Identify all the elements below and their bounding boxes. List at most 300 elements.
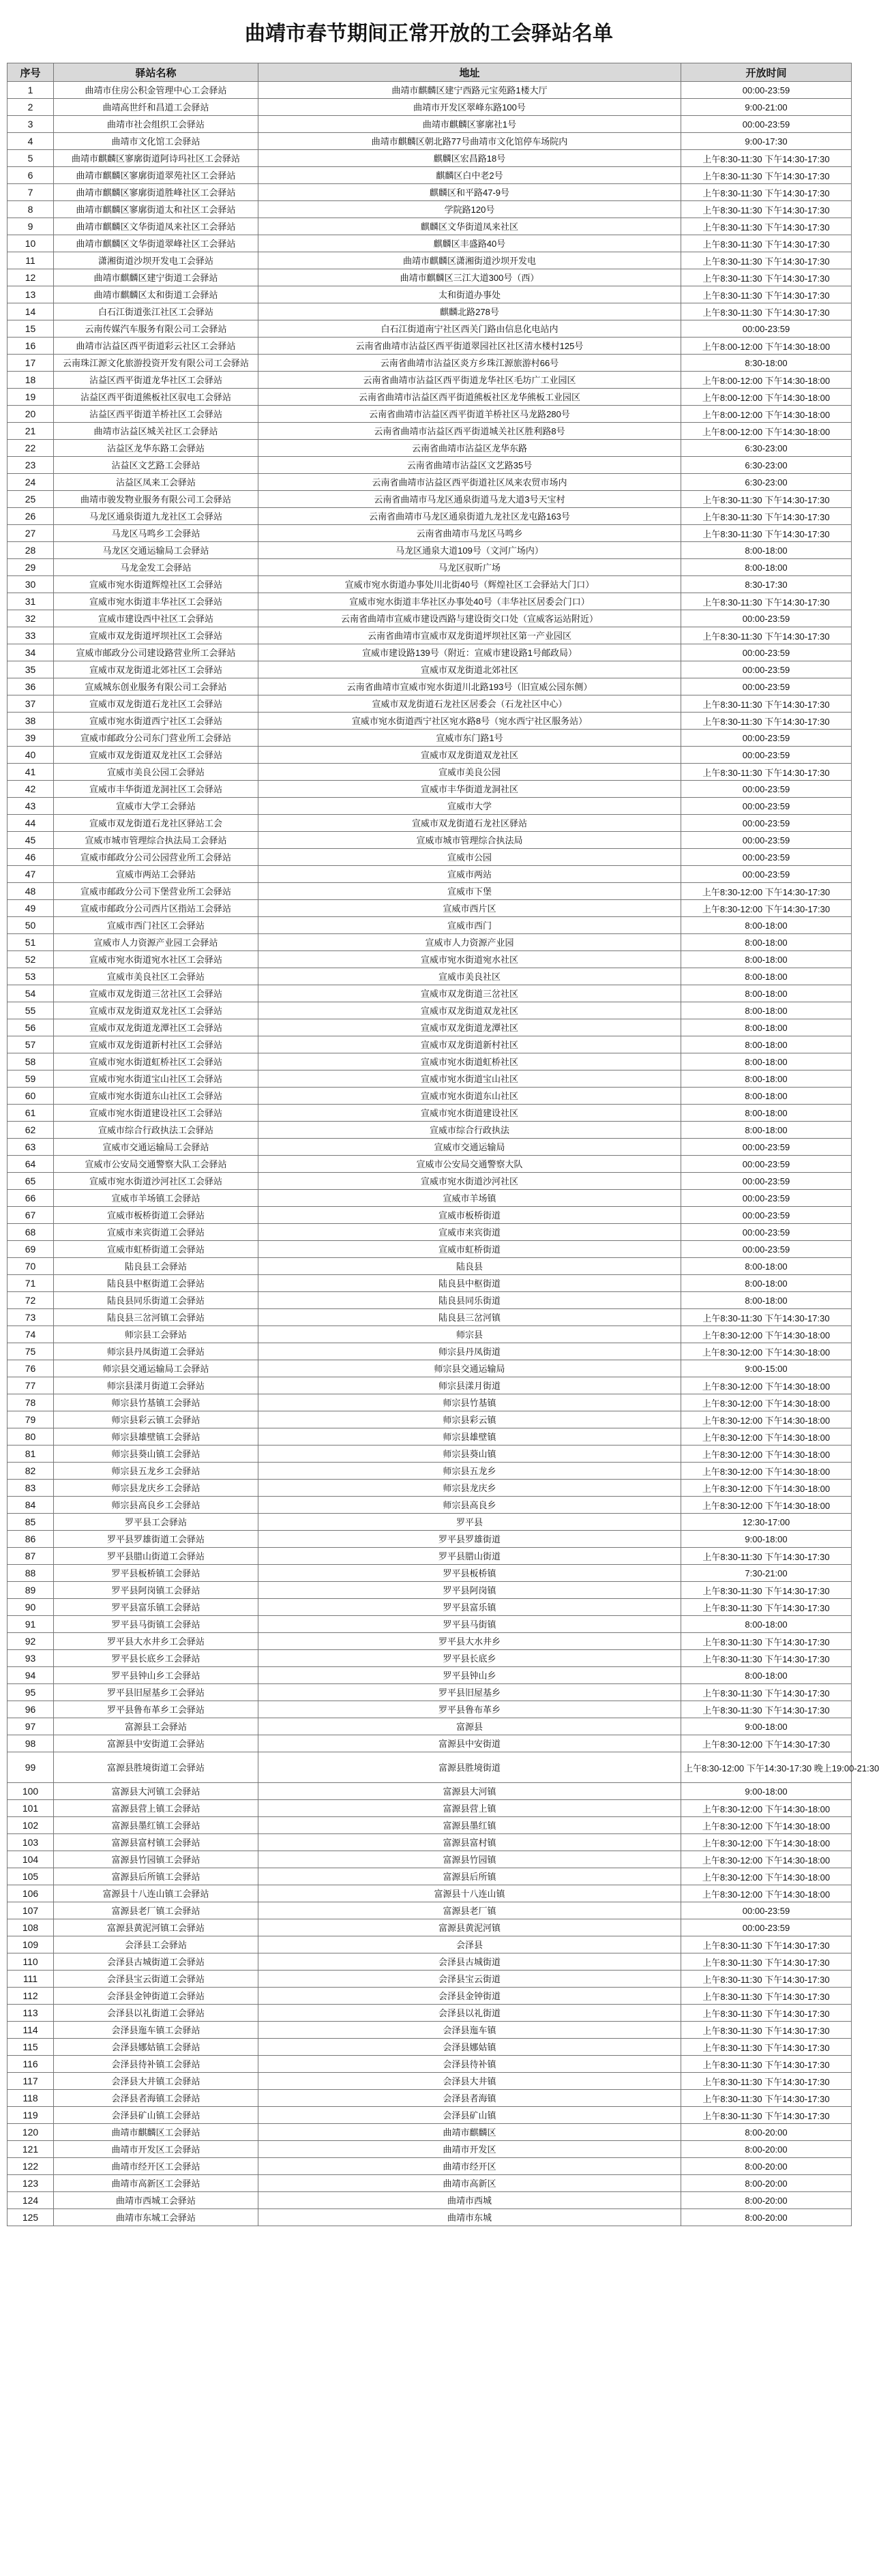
cell-hours: 00:00-23:59: [681, 798, 852, 815]
cell-name: 师宗县丹凤街道工会驿站: [54, 1343, 258, 1360]
table-row: [8, 1633, 852, 1650]
cell-index: 16: [8, 338, 54, 355]
cell-index: 12: [8, 269, 54, 286]
cell-index: 67: [8, 1207, 54, 1224]
cell-hours: 00:00-23:59: [681, 1139, 852, 1156]
cell-index: 4: [8, 133, 54, 150]
table-row: [8, 883, 852, 900]
cell-name: 曲靖市骏发物业服务有限公司工会驿站: [54, 491, 258, 508]
cell-index: 29: [8, 559, 54, 576]
cell-address: 云南省曲靖市沾益区西平街道羊桥社区马龙路280号: [258, 406, 681, 423]
cell-index: 34: [8, 644, 54, 661]
cell-hours: 上午8:30-11:30 下午14:30-17:30: [681, 1633, 852, 1650]
cell-address: 罗平县罗雄街道: [258, 1531, 681, 1548]
cell-index: 51: [8, 934, 54, 951]
cell-address: 曲靖市麒麟区朝北路77号曲靖市文化馆停车场院内: [258, 133, 681, 150]
cell-hours: 00:00-23:59: [681, 781, 852, 798]
cell-index: 113: [8, 2005, 54, 2022]
cell-index: 42: [8, 781, 54, 798]
header-hours: 开放时间: [681, 63, 852, 82]
cell-address: 宣威市宛水街道宛水社区: [258, 951, 681, 968]
cell-hours: 上午8:00-12:00 下午14:30-18:00: [681, 406, 852, 423]
cell-index: 108: [8, 1919, 54, 1936]
cell-index: 95: [8, 1684, 54, 1701]
cell-index: 30: [8, 576, 54, 593]
cell-name: 罗平县富乐镇工会驿站: [54, 1599, 258, 1616]
cell-name: 宣威市宛水街道虹桥社区工会驿站: [54, 1053, 258, 1070]
cell-address: 富源县墨红镇: [258, 1817, 681, 1834]
cell-index: 8: [8, 201, 54, 218]
cell-hours: 上午8:30-11:30 下午14:30-17:30: [681, 713, 852, 730]
cell-address: 富源县后所镇: [258, 1868, 681, 1885]
cell-hours: 上午8:30-12:00 下午14:30-17:30: [681, 900, 852, 917]
cell-address: 罗平县旧屋基乡: [258, 1684, 681, 1701]
table-row: [8, 303, 852, 320]
cell-index: 110: [8, 1953, 54, 1971]
cell-address: 会泽县大井镇: [258, 2073, 681, 2090]
cell-hours: 8:00-18:00: [681, 1122, 852, 1139]
cell-hours: 上午8:30-11:30 下午14:30-17:30: [681, 491, 852, 508]
cell-name: 陆良县同乐街道工会驿站: [54, 1292, 258, 1309]
cell-name: 曲靖市麒麟区文华街道翠峰社区工会驿站: [54, 235, 258, 252]
cell-address: 师宗县五龙乡: [258, 1463, 681, 1480]
cell-name: 宣威市宛水街道宝山社区工会驿站: [54, 1070, 258, 1088]
cell-index: 14: [8, 303, 54, 320]
cell-address: 富源县富村镇: [258, 1834, 681, 1851]
cell-index: 102: [8, 1817, 54, 1834]
table-row: [8, 1173, 852, 1190]
cell-hours: 上午8:30-11:30 下午14:30-17:30: [681, 235, 852, 252]
cell-index: 31: [8, 593, 54, 610]
cell-address: 麒麟区和平路47-9号: [258, 184, 681, 201]
cell-index: 83: [8, 1480, 54, 1497]
cell-hours: 8:00-20:00: [681, 2209, 852, 2226]
cell-name: 宣威城东创业服务有限公司工会驿站: [54, 678, 258, 695]
cell-address: 云南省曲靖市沾益区炎方乡珠江源旅游村66号: [258, 355, 681, 372]
cell-hours: 上午8:30-11:30 下午14:30-17:30: [681, 269, 852, 286]
cell-address: 云南省曲靖市沾益区西平街道翠园社区社区清水楼村125号: [258, 338, 681, 355]
cell-index: 35: [8, 661, 54, 678]
cell-hours: 9:00-18:00: [681, 1531, 852, 1548]
cell-address: 会泽县待补镇: [258, 2056, 681, 2073]
cell-hours: 上午8:30-11:30 下午14:30-17:30: [681, 218, 852, 235]
stations-table: [7, 63, 879, 2226]
cell-address: 宣威市公安局交通警察大队: [258, 1156, 681, 1173]
table-row: [8, 1224, 852, 1241]
cell-name: 曲靖市住房公积金管理中心工会驿站: [54, 82, 258, 99]
cell-hours: 上午8:30-11:30 下午14:30-17:30: [681, 508, 852, 525]
cell-address: 宣威市西片区: [258, 900, 681, 917]
cell-name: 宣威市双龙街道石龙社区工会驿站: [54, 695, 258, 713]
cell-index: 41: [8, 764, 54, 781]
cell-address: 马龙区通泉大道109号（文河广场内）: [258, 542, 681, 559]
cell-name: 宣威市双龙街道双龙社区工会驿站: [54, 747, 258, 764]
cell-address: 罗平县: [258, 1514, 681, 1531]
cell-name: 云南传媒汽车服务有限公司工会驿站: [54, 320, 258, 338]
cell-address: 陆良县同乐街道: [258, 1292, 681, 1309]
table-row: [8, 440, 852, 457]
cell-name: 宣威市板桥街道工会驿站: [54, 1207, 258, 1224]
cell-index: 6: [8, 167, 54, 184]
cell-index: 120: [8, 2124, 54, 2141]
cell-name: 富源县后所镇工会驿站: [54, 1868, 258, 1885]
table-row: [8, 457, 852, 474]
cell-hours: 6:30-23:00: [681, 457, 852, 474]
cell-address: 宣威市宛水街道宝山社区: [258, 1070, 681, 1088]
cell-address: 宣威市宛水街道虹桥社区: [258, 1053, 681, 1070]
cell-name: 富源县竹园镇工会驿站: [54, 1851, 258, 1868]
cell-index: 103: [8, 1834, 54, 1851]
table-row: [8, 2124, 852, 2141]
cell-index: 112: [8, 1988, 54, 2005]
cell-hours: 9:00-18:00: [681, 1783, 852, 1800]
cell-index: 17: [8, 355, 54, 372]
cell-address: 宣威市双龙街道北郊社区: [258, 661, 681, 678]
cell-hours: 00:00-23:59: [681, 866, 852, 883]
cell-address: 宣威市公园: [258, 849, 681, 866]
cell-hours: 上午8:30-12:00 下午14:30-17:30: [681, 1735, 852, 1752]
cell-name: 白石江街道张江社区工会驿站: [54, 303, 258, 320]
table-row: [8, 1463, 852, 1480]
cell-hours: 上午8:30-12:00 下午14:30-18:00: [681, 1868, 852, 1885]
table-row: [8, 133, 852, 150]
table-row: [8, 1718, 852, 1735]
cell-hours: 8:00-18:00: [681, 542, 852, 559]
cell-index: 1: [8, 82, 54, 99]
cell-address: 宣威市美良社区: [258, 968, 681, 985]
cell-index: 100: [8, 1783, 54, 1800]
cell-index: 65: [8, 1173, 54, 1190]
table-row: [8, 2158, 852, 2175]
cell-hours: 上午8:30-12:00 下午14:30-18:00: [681, 1817, 852, 1834]
cell-name: 沾益区西平街道龙华社区工会驿站: [54, 372, 258, 389]
cell-hours: 8:00-20:00: [681, 2158, 852, 2175]
cell-hours: 上午8:30-11:30 下午14:30-17:30: [681, 2005, 852, 2022]
table-row: [8, 1190, 852, 1207]
table-row: [8, 985, 852, 1002]
table-row: [8, 1088, 852, 1105]
cell-hours: 上午8:30-11:30 下午14:30-17:30: [681, 150, 852, 167]
table-row: [8, 116, 852, 133]
cell-hours: 上午8:00-12:00 下午14:30-18:00: [681, 389, 852, 406]
cell-index: 79: [8, 1411, 54, 1428]
table-row: [8, 1565, 852, 1582]
cell-name: 罗平县旧屋基乡工会驿站: [54, 1684, 258, 1701]
cell-address: 陆良县中枢街道: [258, 1275, 681, 1292]
table-row: [8, 150, 852, 167]
cell-name: 宣威市双龙街道双龙社区工会驿站: [54, 1002, 258, 1019]
table-row: [8, 355, 852, 372]
table-row: [8, 1988, 852, 2005]
cell-address: 富源县: [258, 1718, 681, 1735]
cell-index: 64: [8, 1156, 54, 1173]
cell-hours: 00:00-23:59: [681, 849, 852, 866]
cell-hours: 8:00-18:00: [681, 1292, 852, 1309]
cell-index: 11: [8, 252, 54, 269]
cell-index: 39: [8, 730, 54, 747]
cell-address: 曲靖市麒麟区建宁西路元宝苑路1楼大厅: [258, 82, 681, 99]
table-row: [8, 1919, 852, 1936]
page-title: 曲靖市春节期间正常开放的工会驿站名单: [245, 23, 613, 45]
cell-name: 沾益区西平街道羊桥社区工会驿站: [54, 406, 258, 423]
cell-index: 80: [8, 1428, 54, 1446]
cell-address: 会泽县者海镇: [258, 2090, 681, 2107]
table-row: [8, 2175, 852, 2192]
table-row: [8, 338, 852, 355]
table-row: [8, 1326, 852, 1343]
cell-hours: 00:00-23:59: [681, 678, 852, 695]
cell-hours: 8:00-18:00: [681, 1088, 852, 1105]
table-row: [8, 1514, 852, 1531]
cell-name: 宣威市综合行政执法工会驿站: [54, 1122, 258, 1139]
cell-address: 罗平县板桥镇: [258, 1565, 681, 1582]
cell-index: 98: [8, 1735, 54, 1752]
cell-name: 宣威市交通运输局工会驿站: [54, 1139, 258, 1156]
cell-index: 115: [8, 2039, 54, 2056]
cell-index: 10: [8, 235, 54, 252]
cell-address: 宣威市双龙街道龙潭社区: [258, 1019, 681, 1036]
cell-name: 宣威市美良公园工会驿站: [54, 764, 258, 781]
cell-hours: 00:00-23:59: [681, 82, 852, 99]
cell-hours: 00:00-23:59: [681, 320, 852, 338]
cell-hours: 上午8:30-12:00 下午14:30-18:00: [681, 1394, 852, 1411]
cell-index: 19: [8, 389, 54, 406]
cell-address: 富源县老厂镇: [258, 1902, 681, 1919]
table-row: [8, 406, 852, 423]
cell-address: 宣威市人力资源产业园: [258, 934, 681, 951]
cell-hours: 00:00-23:59: [681, 116, 852, 133]
cell-address: 宣威市双龙街道双龙社区: [258, 1002, 681, 1019]
cell-name: 会泽县娜姑镇工会驿站: [54, 2039, 258, 2056]
cell-address: 曲靖市西城: [258, 2192, 681, 2209]
cell-index: 76: [8, 1360, 54, 1377]
cell-name: 宣威市来宾街道工会驿站: [54, 1224, 258, 1241]
cell-index: 33: [8, 627, 54, 644]
table-row: [8, 525, 852, 542]
table-row: [8, 832, 852, 849]
cell-address: 云南省曲靖市沾益区龙华东路: [258, 440, 681, 457]
table-row: [8, 1783, 852, 1800]
cell-name: 陆良县三岔河镇工会驿站: [54, 1309, 258, 1326]
cell-hours: 上午8:30-11:30 下午14:30-17:30: [681, 593, 852, 610]
cell-name: 曲靖市沾益区城关社区工会驿站: [54, 423, 258, 440]
cell-name: 富源县老厂镇工会驿站: [54, 1902, 258, 1919]
cell-hours: 上午8:30-12:00 下午14:30-18:00: [681, 1411, 852, 1428]
cell-address: 会泽县古城街道: [258, 1953, 681, 1971]
cell-name: 师宗县雄壁镇工会驿站: [54, 1428, 258, 1446]
cell-name: 宣威市双龙街道北郊社区工会驿站: [54, 661, 258, 678]
cell-hours: 00:00-23:59: [681, 644, 852, 661]
table-row: [8, 678, 852, 695]
table-row: [8, 1868, 852, 1885]
cell-address: 宣威市综合行政执法: [258, 1122, 681, 1139]
cell-address: 云南省曲靖市宣威市双龙街道坪坝社区第一产业园区: [258, 627, 681, 644]
cell-index: 81: [8, 1446, 54, 1463]
table-row: [8, 542, 852, 559]
cell-name: 富源县营上镇工会驿站: [54, 1800, 258, 1817]
table-row: [8, 559, 852, 576]
cell-name: 会泽县工会驿站: [54, 1936, 258, 1953]
cell-hours: 9:00-21:00: [681, 99, 852, 116]
cell-hours: 8:00-20:00: [681, 2175, 852, 2192]
cell-index: 52: [8, 951, 54, 968]
cell-address: 云南省曲靖市沾益区西平街道社区凤来农贸市场内: [258, 474, 681, 491]
cell-name: 富源县胜境街道工会驿站: [54, 1752, 258, 1783]
cell-index: 48: [8, 883, 54, 900]
cell-hours: 上午8:30-11:30 下午14:30-17:30: [681, 201, 852, 218]
table-row: [8, 372, 852, 389]
cell-index: 70: [8, 1258, 54, 1275]
cell-address: 富源县竹园镇: [258, 1851, 681, 1868]
cell-address: 曲靖市开发区: [258, 2141, 681, 2158]
cell-name: 宣威市羊场镇工会驿站: [54, 1190, 258, 1207]
cell-index: 119: [8, 2107, 54, 2124]
table-header-row: [8, 63, 852, 82]
cell-name: 宣威市虹桥街道工会驿站: [54, 1241, 258, 1258]
cell-hours: 00:00-23:59: [681, 1224, 852, 1241]
cell-name: 陆良县中枢街道工会驿站: [54, 1275, 258, 1292]
cell-address: 会泽县: [258, 1936, 681, 1953]
cell-address: 曲靖市经开区: [258, 2158, 681, 2175]
cell-address: 宣威市双龙街道新村社区: [258, 1036, 681, 1053]
cell-name: 宣威市城市管理综合执法局工会驿站: [54, 832, 258, 849]
table-row: [8, 1394, 852, 1411]
cell-name: 宣威市宛水街道西宁社区工会驿站: [54, 713, 258, 730]
table-row: [8, 167, 852, 184]
table-row: [8, 1953, 852, 1971]
cell-name: 会泽县金钟街道工会驿站: [54, 1988, 258, 2005]
cell-hours: 8:00-18:00: [681, 934, 852, 951]
cell-name: 云南珠江源文化旅游投资开发有限公司工会驿站: [54, 355, 258, 372]
cell-hours: 上午8:30-11:30 下午14:30-17:30: [681, 1650, 852, 1667]
cell-index: 86: [8, 1531, 54, 1548]
cell-name: 宣威市大学工会驿站: [54, 798, 258, 815]
cell-hours: 上午8:30-11:30 下午14:30-17:30: [681, 2073, 852, 2090]
cell-address: 富源县黄泥河镇: [258, 1919, 681, 1936]
cell-address: 宣威市羊场镇: [258, 1190, 681, 1207]
cell-address: 师宗县交通运输局: [258, 1360, 681, 1377]
table-row: [8, 747, 852, 764]
table-row: [8, 1002, 852, 1019]
cell-index: 118: [8, 2090, 54, 2107]
cell-address: 学院路120号: [258, 201, 681, 218]
table-row: [8, 320, 852, 338]
table-row: [8, 218, 852, 235]
table-row: [8, 1548, 852, 1565]
cell-index: 23: [8, 457, 54, 474]
cell-address: 曲靖市麒麟区潇湘街道沙坝开发电: [258, 252, 681, 269]
table-row: [8, 968, 852, 985]
cell-index: 69: [8, 1241, 54, 1258]
table-row: [8, 1851, 852, 1868]
cell-hours: 上午8:30-12:00 下午14:30-18:00: [681, 1800, 852, 1817]
table-row: [8, 934, 852, 951]
cell-index: 73: [8, 1309, 54, 1326]
cell-name: 宣威市丰华街道龙洞社区工会驿站: [54, 781, 258, 798]
cell-address: 师宗县葵山镇: [258, 1446, 681, 1463]
cell-index: 53: [8, 968, 54, 985]
cell-address: 会泽县以礼街道: [258, 2005, 681, 2022]
table-row: [8, 1936, 852, 1953]
cell-address: 师宗县丹凤街道: [258, 1343, 681, 1360]
table-row: [8, 849, 852, 866]
cell-address: 罗平县马街镇: [258, 1616, 681, 1633]
table-row: [8, 2056, 852, 2073]
cell-index: 25: [8, 491, 54, 508]
cell-index: 94: [8, 1667, 54, 1684]
cell-hours: 9:00-15:00: [681, 1360, 852, 1377]
table-row: [8, 695, 852, 713]
cell-hours: 8:00-20:00: [681, 2141, 852, 2158]
cell-address: 宣威市东门路1号: [258, 730, 681, 747]
cell-name: 师宗县竹基镇工会驿站: [54, 1394, 258, 1411]
cell-name: 宣威市双龙街道石龙社区驿站工会: [54, 815, 258, 832]
cell-index: 92: [8, 1633, 54, 1650]
cell-name: 师宗县葵山镇工会驿站: [54, 1446, 258, 1463]
table-row: [8, 82, 852, 99]
cell-hours: 上午8:30-11:30 下午14:30-17:30: [681, 2022, 852, 2039]
cell-hours: 上午8:30-12:00 下午14:30-18:00: [681, 1446, 852, 1463]
cell-hours: 上午8:30-11:30 下午14:30-17:30: [681, 1548, 852, 1565]
cell-index: 89: [8, 1582, 54, 1599]
cell-name: 马龙区马鸣乡工会驿站: [54, 525, 258, 542]
table-row: [8, 1053, 852, 1070]
table-row: [8, 798, 852, 815]
cell-hours: 00:00-23:59: [681, 815, 852, 832]
cell-name: 会泽县大井镇工会驿站: [54, 2073, 258, 2090]
table-row: [8, 1428, 852, 1446]
table-row: [8, 1701, 852, 1718]
cell-address: 麒麟区丰盛路40号: [258, 235, 681, 252]
cell-name: 宣威市宛水街道丰华社区工会驿站: [54, 593, 258, 610]
cell-address: 曲靖市开发区翠峰东路100号: [258, 99, 681, 116]
cell-hours: 上午8:30-11:30 下午14:30-17:30: [681, 627, 852, 644]
table-row: [8, 1616, 852, 1633]
cell-index: 85: [8, 1514, 54, 1531]
cell-name: 宣威市邮政分公司公园营业所工会驿站: [54, 849, 258, 866]
cell-name: 罗平县鲁布革乡工会驿站: [54, 1701, 258, 1718]
table-row: [8, 1834, 852, 1851]
cell-name: 宣威市邮政分公司东门营业所工会驿站: [54, 730, 258, 747]
cell-hours: 8:00-18:00: [681, 1258, 852, 1275]
cell-index: 32: [8, 610, 54, 627]
cell-hours: 上午8:30-12:00 下午14:30-17:30 晚上19:00-21:30: [681, 1752, 852, 1783]
cell-hours: 8:30-18:00: [681, 355, 852, 372]
cell-hours: 上午8:30-12:00 下午14:30-18:00: [681, 1497, 852, 1514]
table-row: [8, 866, 852, 883]
cell-hours: 上午8:30-12:00 下午14:30-18:00: [681, 1851, 852, 1868]
cell-hours: 上午8:30-11:30 下午14:30-17:30: [681, 167, 852, 184]
table-row: [8, 1800, 852, 1817]
cell-hours: 上午8:00-12:00 下午14:30-18:00: [681, 372, 852, 389]
cell-hours: 上午8:30-11:30 下午14:30-17:30: [681, 2039, 852, 2056]
cell-hours: 上午8:30-11:30 下午14:30-17:30: [681, 1309, 852, 1326]
cell-name: 马龙区交通运输局工会驿站: [54, 542, 258, 559]
cell-address: 宣威市宛水街道东山社区: [258, 1088, 681, 1105]
cell-name: 宣威市宛水街道东山社区工会驿站: [54, 1088, 258, 1105]
table-row: [8, 491, 852, 508]
cell-hours: 00:00-23:59: [681, 1902, 852, 1919]
cell-hours: 12:30-17:00: [681, 1514, 852, 1531]
cell-hours: 上午8:30-12:00 下午14:30-18:00: [681, 1326, 852, 1343]
cell-hours: 上午8:30-12:00 下午14:30-17:30: [681, 883, 852, 900]
cell-hours: 上午8:30-12:00 下午14:30-18:00: [681, 1480, 852, 1497]
cell-index: 107: [8, 1902, 54, 1919]
cell-hours: 8:00-18:00: [681, 1070, 852, 1088]
table-row: [8, 508, 852, 525]
table-row: [8, 184, 852, 201]
cell-hours: 上午8:30-12:00 下午14:30-18:00: [681, 1834, 852, 1851]
